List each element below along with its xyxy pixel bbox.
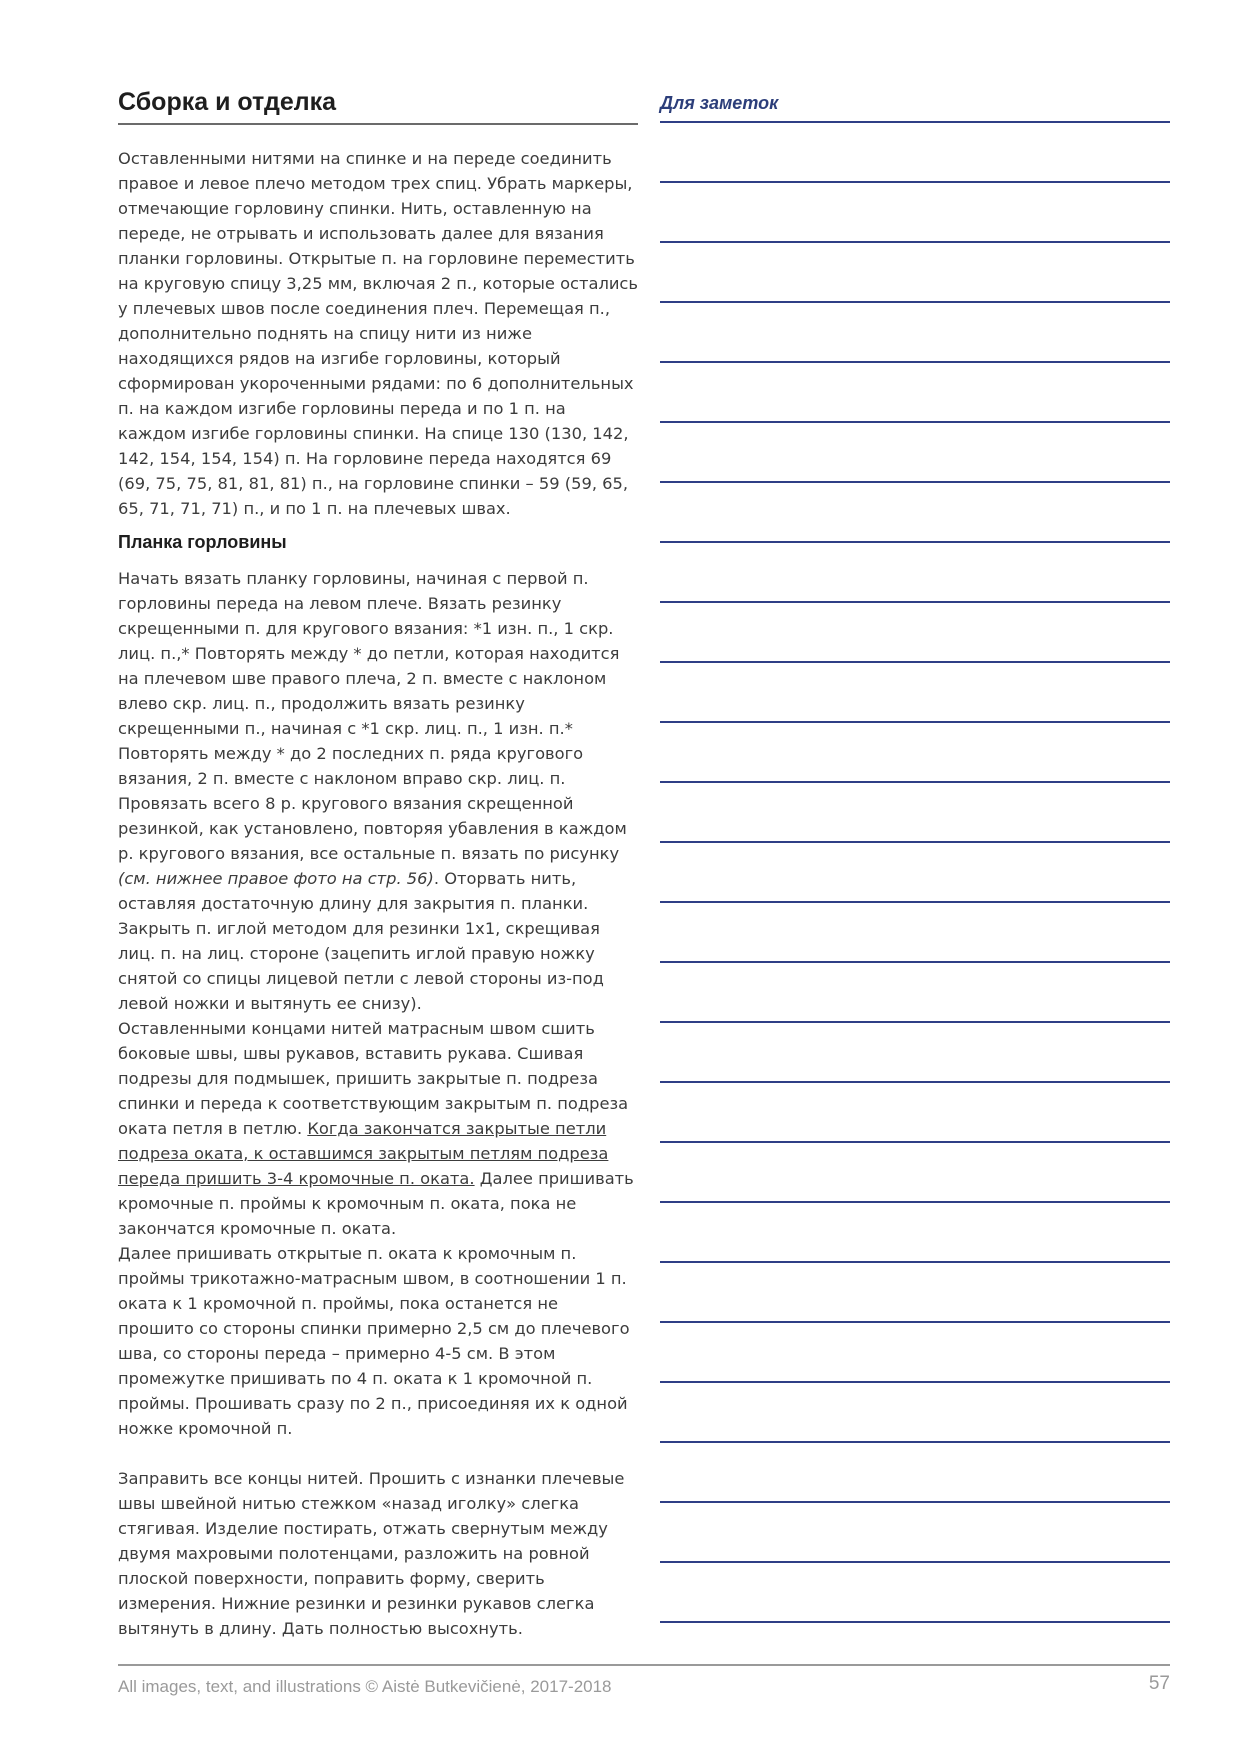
underlined-instruction: Когда закончатся закрытые петли подреза оката, к оставшимся закрытым петлям подреза переда пришить 3-4 кромочные п. оката. xyxy=(118,1119,609,1188)
spacer xyxy=(118,1441,638,1466)
copyright-footer: All images, text, and illustrations © Aistė Butkevičienė, 2017-2018 xyxy=(118,1677,612,1696)
note-line xyxy=(660,1501,1170,1503)
paragraph-sleeve-cap: Далее пришивать открытые п. оката к кромочным п. проймы трикотажно-матрасным швом, в соотношении 1 п. оката к 1 кромочной п. проймы, пока останется не прошито со стороны спинки примерно 2,5 см до плечевого шва, со стороны переда – примерно 4-5 см. В этом промежутке пришивать по 4 п. оката к 1 кромочной п. проймы. Прошивать сразу по 2 п., присоединяя их к одной ножке кромочной п. xyxy=(118,1244,630,1438)
note-line xyxy=(660,121,1170,123)
note-line xyxy=(660,541,1170,543)
notes-title: Для заметок xyxy=(660,93,779,113)
note-line xyxy=(660,661,1170,663)
subheading-neckband: Планка горловины xyxy=(118,532,287,552)
note-line xyxy=(660,1141,1170,1143)
note-line xyxy=(660,721,1170,723)
page-number: 57 xyxy=(1148,1673,1170,1694)
paragraph-assembly: Оставленными нитями на спинке и на переде соединить правое и левое плечо методом трех спиц. Убрать маркеры, отмечающие горловину спинки. Нить, оставленную на переде, не отрывать и использовать далее для вязания планки горловины. Открытые п. на горловине переместить на круговую спицу 3,25 мм, включая 2 п., которые остались у плечевых швов после соединения плеч. Перемещая п., дополнительно поднять на спицу нити из ниже находящихся рядов на изгибе горловины, который сформирован укороченными рядами: по 6 дополнительных п. на каждом изгибе горловины переда и по 1 п. на каждом изгибе горловины спинки. На спице 130 (130, 142, 142, 154, 154, 154) п. На горловине переда находятся 69 (69, 75, 75, 81, 81, 81) п., на горловине спинки – 59 (59, 65, 65, 71, 71, 71) п., и по 1 п. на плечевых швах. xyxy=(118,149,638,518)
note-line xyxy=(660,361,1170,363)
note-line xyxy=(660,1021,1170,1023)
note-line xyxy=(660,781,1170,783)
footer-divider xyxy=(118,1664,1170,1666)
note-line xyxy=(660,1201,1170,1203)
note-line xyxy=(660,181,1170,183)
paragraph-rounds-text-a: Провязать всего 8 р. кругового вязания скрещенной резинкой, как установлено, повторяя убавления в каждом р. кругового вязания, все остальные п. вязать по рисунку xyxy=(118,794,627,863)
paragraph-seams xyxy=(118,1016,638,1241)
paragraph-finishing: Заправить все концы нитей. Прошить с изнанки плечевые швы швейной нитью стежком «назад иголку» слегка стягивая. Изделие постирать, отжать свернутым между двумя махровыми полотенцами, разложить на ровной плоской поверхности, поправить форму, сверить измерения. Нижние резинки и резинки рукавов слегка вытянуть в длину. Дать полностью высохнуть. xyxy=(118,1469,625,1638)
paragraph-neckband: Начать вязать планку горловины, начиная с первой п. горловины переда на левом плече. Вязать резинку скрещенными п. для кругового вязания: *1 изн. п., 1 скр. лиц. п.,* Повторять между * до петли, которая находится на плечевом шве правого плеча, 2 п. вместе с наклоном влево скр. лиц. п., продолжить вязать резинку скрещенными п., начиная с *1 скр. лиц. п., 1 изн. п.* Повторять между * до 2 последних п. ряда кругового вязания, 2 п. вместе с наклоном вправо скр. лиц. п. xyxy=(118,569,620,788)
paragraph-rounds xyxy=(118,791,638,1016)
note-line xyxy=(660,1381,1170,1383)
note-line xyxy=(660,241,1170,243)
note-line xyxy=(660,1261,1170,1263)
note-line xyxy=(660,1621,1170,1623)
main-column xyxy=(118,88,638,1641)
note-line xyxy=(660,481,1170,483)
note-line xyxy=(660,841,1170,843)
note-line xyxy=(660,421,1170,423)
section-title: Сборка и отделка xyxy=(118,88,638,125)
note-line xyxy=(660,1081,1170,1083)
paragraph-seams-text-a: Оставленными концами нитей матрасным швом сшить боковые швы, швы рукавов, вставить рукава. Сшивая подрезы для подмышек, пришить закрытые п. подреза спинки и переда к соответствующим закрытым п. подреза оката петля в петлю. xyxy=(118,1019,629,1138)
note-line xyxy=(660,1561,1170,1563)
note-line xyxy=(660,301,1170,303)
photo-reference: (см. нижнее правое фото на стр. 56) xyxy=(118,869,434,888)
paragraph-rounds-text-b: . Оторвать нить, оставляя достаточную длину для закрытия п. планки. Закрыть п. иглой методом для резинки 1х1, скрещивая лиц. п. на лиц. стороне (зацепить иглой правую ножку снятой со спицы лицевой петли с левой стороны из-под левой ножки и вытянуть ее снизу). xyxy=(118,869,604,1013)
note-line xyxy=(660,1321,1170,1323)
note-line xyxy=(660,601,1170,603)
note-line xyxy=(660,1441,1170,1443)
paragraph-seams-text-b: Далее пришивать кромочные п. проймы к кромочным п. оката, пока не закончатся кромочные п. оката. xyxy=(118,1169,634,1238)
note-line xyxy=(660,901,1170,903)
note-line xyxy=(660,961,1170,963)
